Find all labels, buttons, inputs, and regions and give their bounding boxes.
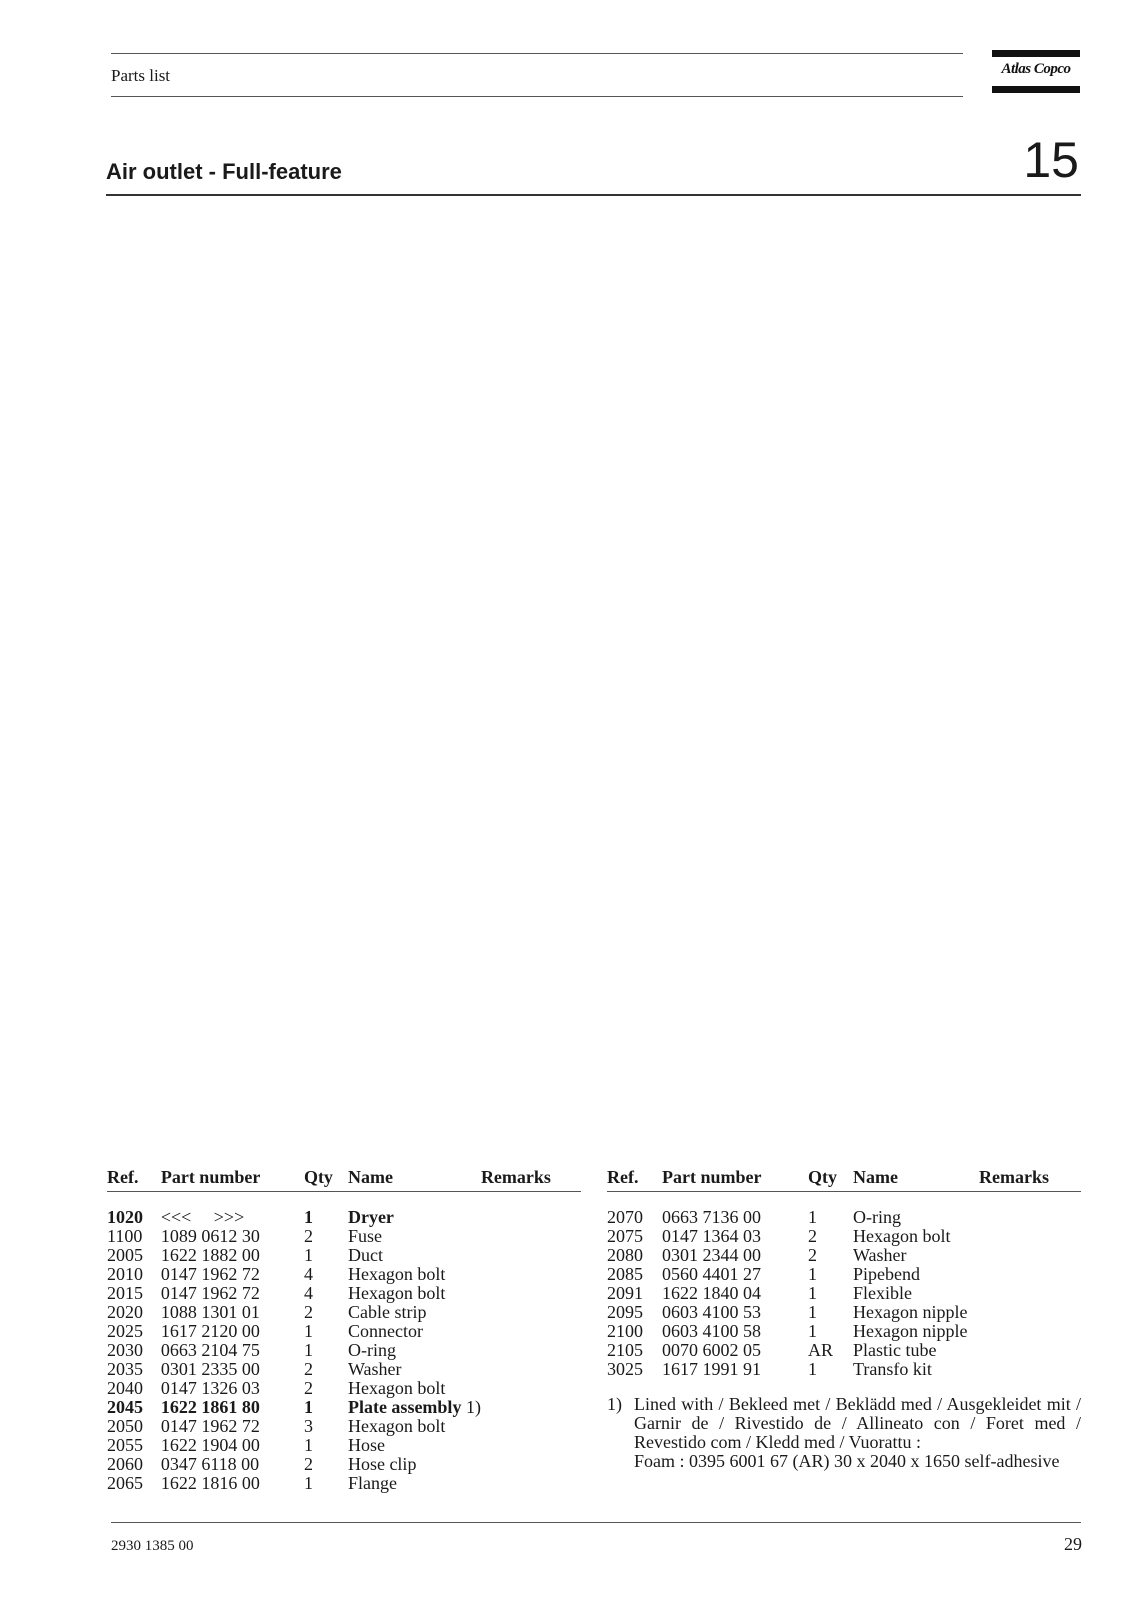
ref-cell: 2055 [107, 1435, 143, 1455]
table-row [607, 1265, 1081, 1284]
footnote-foam-spec: Foam : 0395 6001 67 (AR) 30 x 2040 x 1650 self-adhesive [634, 1451, 1060, 1471]
qty-cell: 1 [303, 1245, 313, 1265]
part-number-cell: <<< >>> [160, 1207, 245, 1227]
part-number-cell: 0603 4100 53 [662, 1302, 761, 1322]
part-number-cell: 1088 1301 01 [160, 1302, 260, 1322]
name-cell: Duct [347, 1245, 383, 1265]
qty-cell: 2 [303, 1302, 313, 1322]
column-header-part-number: Part number [662, 1166, 808, 1192]
qty-cell: 2 [808, 1245, 817, 1265]
ref-cell: 1100 [107, 1226, 143, 1246]
table-row [107, 1360, 581, 1379]
ref-cell: 2105 [607, 1340, 643, 1360]
table-row [607, 1341, 1081, 1360]
qty-cell: 1 [303, 1473, 313, 1493]
column-header-name: Name [348, 1166, 481, 1192]
ref-cell: 1020 [107, 1207, 143, 1227]
part-number-cell: 1617 2120 00 [160, 1321, 260, 1341]
column-header-name: Name [853, 1166, 979, 1192]
ref-cell: 2035 [107, 1359, 143, 1379]
part-number-cell: 1622 1861 80 [160, 1397, 260, 1417]
ref-cell: 2075 [607, 1226, 643, 1246]
part-number-cell: 1622 1816 00 [160, 1473, 260, 1493]
document-number: 2930 1385 00 [111, 1538, 194, 1554]
qty-cell: 1 [808, 1264, 817, 1284]
name-text: Plate assembly [347, 1397, 462, 1417]
ref-cell: 2005 [107, 1245, 143, 1265]
qty-cell: 1 [303, 1207, 313, 1227]
table-row [607, 1208, 1081, 1227]
name-cell: Washer [347, 1359, 402, 1379]
ref-cell: 2040 [107, 1378, 143, 1398]
part-number-cell: 1089 0612 30 [160, 1226, 260, 1246]
remark-cell [481, 1246, 581, 1265]
name-cell: Dryer [347, 1207, 394, 1227]
part-number-cell: 1622 1904 00 [160, 1435, 260, 1455]
remark-cell [979, 1227, 1081, 1246]
qty-cell: 4 [303, 1264, 313, 1284]
qty-cell: 1 [808, 1283, 817, 1303]
name-cell: Hexagon bolt [347, 1416, 446, 1436]
name-cell: Hexagon bolt [347, 1378, 446, 1398]
ref-cell: 2030 [107, 1340, 143, 1360]
ref-cell: 2025 [107, 1321, 143, 1341]
remark-cell [481, 1341, 581, 1360]
footnote-text: Lined with / Bekleed met / Beklädd med / Ausgekleidet mit / Garnir de / Rivestido de / Allineato con / Foret med / Revestido com / Kledd med / Vuorattu : [634, 1394, 1081, 1452]
remark-cell [979, 1265, 1081, 1284]
remark-cell [979, 1303, 1081, 1322]
ref-cell: 3025 [607, 1359, 643, 1379]
table-row [107, 1284, 581, 1303]
table-row [107, 1303, 581, 1322]
table-row [107, 1227, 581, 1246]
table-row [107, 1455, 581, 1474]
name-cell: Hexagon bolt [853, 1226, 951, 1246]
part-number-cell: 1622 1882 00 [160, 1245, 260, 1265]
ref-cell: 2095 [607, 1302, 643, 1322]
name-cell: Washer [853, 1245, 907, 1265]
header-top-rule [111, 53, 963, 54]
table-row [607, 1322, 1081, 1341]
qty-cell: AR [808, 1340, 834, 1360]
remark-cell [979, 1208, 1081, 1227]
qty-cell: 1 [303, 1397, 313, 1417]
table-row [107, 1208, 581, 1227]
parts-table-right [607, 1166, 1081, 1379]
qty-cell: 3 [303, 1416, 313, 1436]
column-header-part-number: Part number [161, 1166, 304, 1192]
part-number-cell: 0560 4401 27 [662, 1264, 761, 1284]
ref-cell: 2060 [107, 1454, 143, 1474]
section-title: Air outlet - Full-feature [106, 159, 342, 184]
column-header-qty: Qty [304, 1166, 348, 1192]
part-number-cell: 0301 2335 00 [160, 1359, 260, 1379]
header-bottom-rule [111, 96, 963, 97]
remark-cell [979, 1322, 1081, 1341]
table-row [607, 1303, 1081, 1322]
part-number-cell: 1617 1991 91 [662, 1359, 761, 1379]
page-number: 29 [1064, 1534, 1082, 1554]
column-header-ref: Ref. [607, 1166, 662, 1192]
name-cell: Fuse [347, 1226, 382, 1246]
ref-cell: 2020 [107, 1302, 143, 1322]
ref-cell: 2080 [607, 1245, 643, 1265]
qty-cell: 1 [808, 1302, 817, 1322]
ref-cell: 2085 [607, 1264, 643, 1284]
column-header-qty: Qty [808, 1166, 853, 1192]
qty-cell: 1 [808, 1207, 817, 1227]
footnote [607, 1395, 1081, 1471]
remark-cell [979, 1360, 1081, 1379]
name-cell: O-ring [853, 1207, 901, 1227]
remark-cell [481, 1360, 581, 1379]
footnote-number: 1) [607, 1394, 622, 1414]
qty-cell: 1 [303, 1435, 313, 1455]
part-number-cell: 0347 6118 00 [160, 1454, 260, 1474]
remark-cell [481, 1322, 581, 1341]
name-cell: Pipebend [853, 1264, 920, 1284]
table-row [607, 1284, 1081, 1303]
name-cell: Hose [347, 1435, 385, 1455]
part-number-cell: 0147 1962 72 [160, 1416, 260, 1436]
table-row [107, 1341, 581, 1360]
part-number-cell: 0603 4100 58 [662, 1321, 761, 1341]
column-header-remarks: Remarks [481, 1166, 581, 1192]
name-cell [348, 1398, 481, 1417]
part-number-cell: 0301 2344 00 [662, 1245, 761, 1265]
column-header-remarks: Remarks [979, 1166, 1081, 1192]
qty-cell: 1 [808, 1359, 817, 1379]
qty-cell: 2 [303, 1226, 313, 1246]
remark-cell [979, 1246, 1081, 1265]
ref-cell: 2091 [607, 1283, 643, 1303]
footnote-ref: 1) [465, 1397, 481, 1417]
remark-cell [481, 1417, 581, 1436]
remark-cell [481, 1379, 581, 1398]
remark-cell [481, 1284, 581, 1303]
logo-text: Atlas Copco [1001, 61, 1071, 77]
part-number-cell: 0147 1364 03 [662, 1226, 761, 1246]
name-cell: Plastic tube [853, 1340, 937, 1360]
ref-cell: 2100 [607, 1321, 643, 1341]
table-row [107, 1379, 581, 1398]
qty-cell: 1 [303, 1321, 313, 1341]
ref-cell: 2010 [107, 1264, 143, 1284]
name-cell: Hexagon nipple [853, 1321, 968, 1341]
table-row [607, 1360, 1081, 1379]
qty-cell: 1 [808, 1321, 817, 1341]
table-row [607, 1227, 1081, 1246]
table-row [107, 1398, 581, 1417]
ref-cell: 2015 [107, 1283, 143, 1303]
name-cell: Cable strip [347, 1302, 427, 1322]
part-number-cell: 0663 2104 75 [160, 1340, 260, 1360]
ref-cell: 2070 [607, 1207, 643, 1227]
ref-cell: 2065 [107, 1473, 143, 1493]
table-row [107, 1436, 581, 1455]
table-row [107, 1322, 581, 1341]
ref-cell: 2045 [107, 1397, 143, 1417]
table-row [107, 1474, 581, 1493]
section-rule [106, 194, 1081, 196]
remark-cell [979, 1341, 1081, 1360]
remark-cell [481, 1455, 581, 1474]
part-number-cell: 1622 1840 04 [662, 1283, 761, 1303]
name-cell: Hose clip [347, 1454, 417, 1474]
name-cell: Hexagon bolt [347, 1283, 446, 1303]
table-row [107, 1246, 581, 1265]
section-number: 15 [1023, 132, 1079, 188]
qty-cell: 2 [303, 1359, 313, 1379]
qty-cell: 1 [303, 1340, 313, 1360]
name-cell: Connector [347, 1321, 423, 1341]
remark-cell [481, 1303, 581, 1322]
remark-cell [481, 1474, 581, 1493]
remark-cell [481, 1398, 581, 1417]
qty-cell: 2 [303, 1454, 313, 1474]
remark-cell [979, 1284, 1081, 1303]
header-label: Parts list [111, 66, 171, 85]
name-cell: Hexagon bolt [347, 1264, 446, 1284]
remark-cell [481, 1265, 581, 1284]
part-number-cell: 0663 7136 00 [662, 1207, 761, 1227]
name-cell: O-ring [347, 1340, 396, 1360]
name-cell: Transfo kit [853, 1359, 932, 1379]
table-row [107, 1417, 581, 1436]
part-number-cell: 0147 1962 72 [160, 1283, 260, 1303]
table-row [607, 1246, 1081, 1265]
table-row [107, 1265, 581, 1284]
name-cell: Flange [347, 1473, 397, 1493]
remark-cell [481, 1227, 581, 1246]
qty-cell: 2 [303, 1378, 313, 1398]
part-number-cell: 0147 1326 03 [160, 1378, 260, 1398]
part-number-cell: 0147 1962 72 [160, 1264, 260, 1284]
footer-rule [111, 1522, 1081, 1523]
name-cell: Hexagon nipple [853, 1302, 968, 1322]
qty-cell: 2 [808, 1226, 817, 1246]
remark-cell [481, 1208, 581, 1227]
qty-cell: 4 [303, 1283, 313, 1303]
atlas-copco-logo [992, 50, 1080, 94]
ref-cell: 2050 [107, 1416, 143, 1436]
parts-table-left [107, 1166, 581, 1493]
remark-cell [481, 1436, 581, 1455]
part-number-cell: 0070 6002 05 [662, 1340, 761, 1360]
column-header-ref: Ref. [107, 1166, 161, 1192]
name-cell: Flexible [853, 1283, 912, 1303]
